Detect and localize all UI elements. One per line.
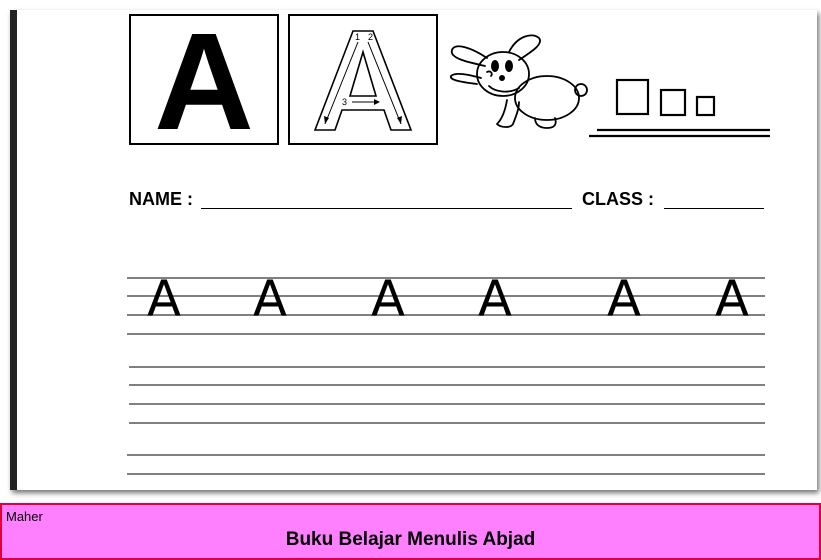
caption-bar: [0, 503, 821, 560]
caption-title: Buku Belajar Menulis Abjad: [285, 529, 536, 550]
practice-letter-4: A: [477, 274, 513, 328]
trace-letter-icon: [290, 16, 436, 143]
practice-letter-1: A: [146, 274, 182, 328]
practice-letter-2: A: [252, 274, 288, 328]
bunny-pointing-icon: [447, 28, 589, 132]
trace-letter-box: [288, 14, 438, 145]
practice-letter-3: A: [370, 274, 406, 328]
stroke-number-3: 3: [342, 97, 348, 107]
practice-letter-5: A: [606, 274, 642, 328]
class-label: CLASS :: [582, 189, 654, 209]
letter-box: [129, 5, 279, 159]
practice-lines: [127, 274, 767, 479]
worksheet-page: [10, 5, 817, 490]
name-class-row: [129, 187, 769, 213]
class-blank-line: [664, 208, 764, 209]
name-label: NAME :: [129, 189, 193, 209]
author-name: Maher: [6, 509, 43, 524]
stroke-number-1: 1: [355, 32, 361, 42]
stroke-number-2: 2: [368, 32, 374, 42]
practice-letter-6: A: [714, 274, 750, 328]
big-letter: A: [154, 5, 254, 159]
size-squares-icon: [577, 70, 772, 140]
name-blank-line: [201, 208, 572, 209]
